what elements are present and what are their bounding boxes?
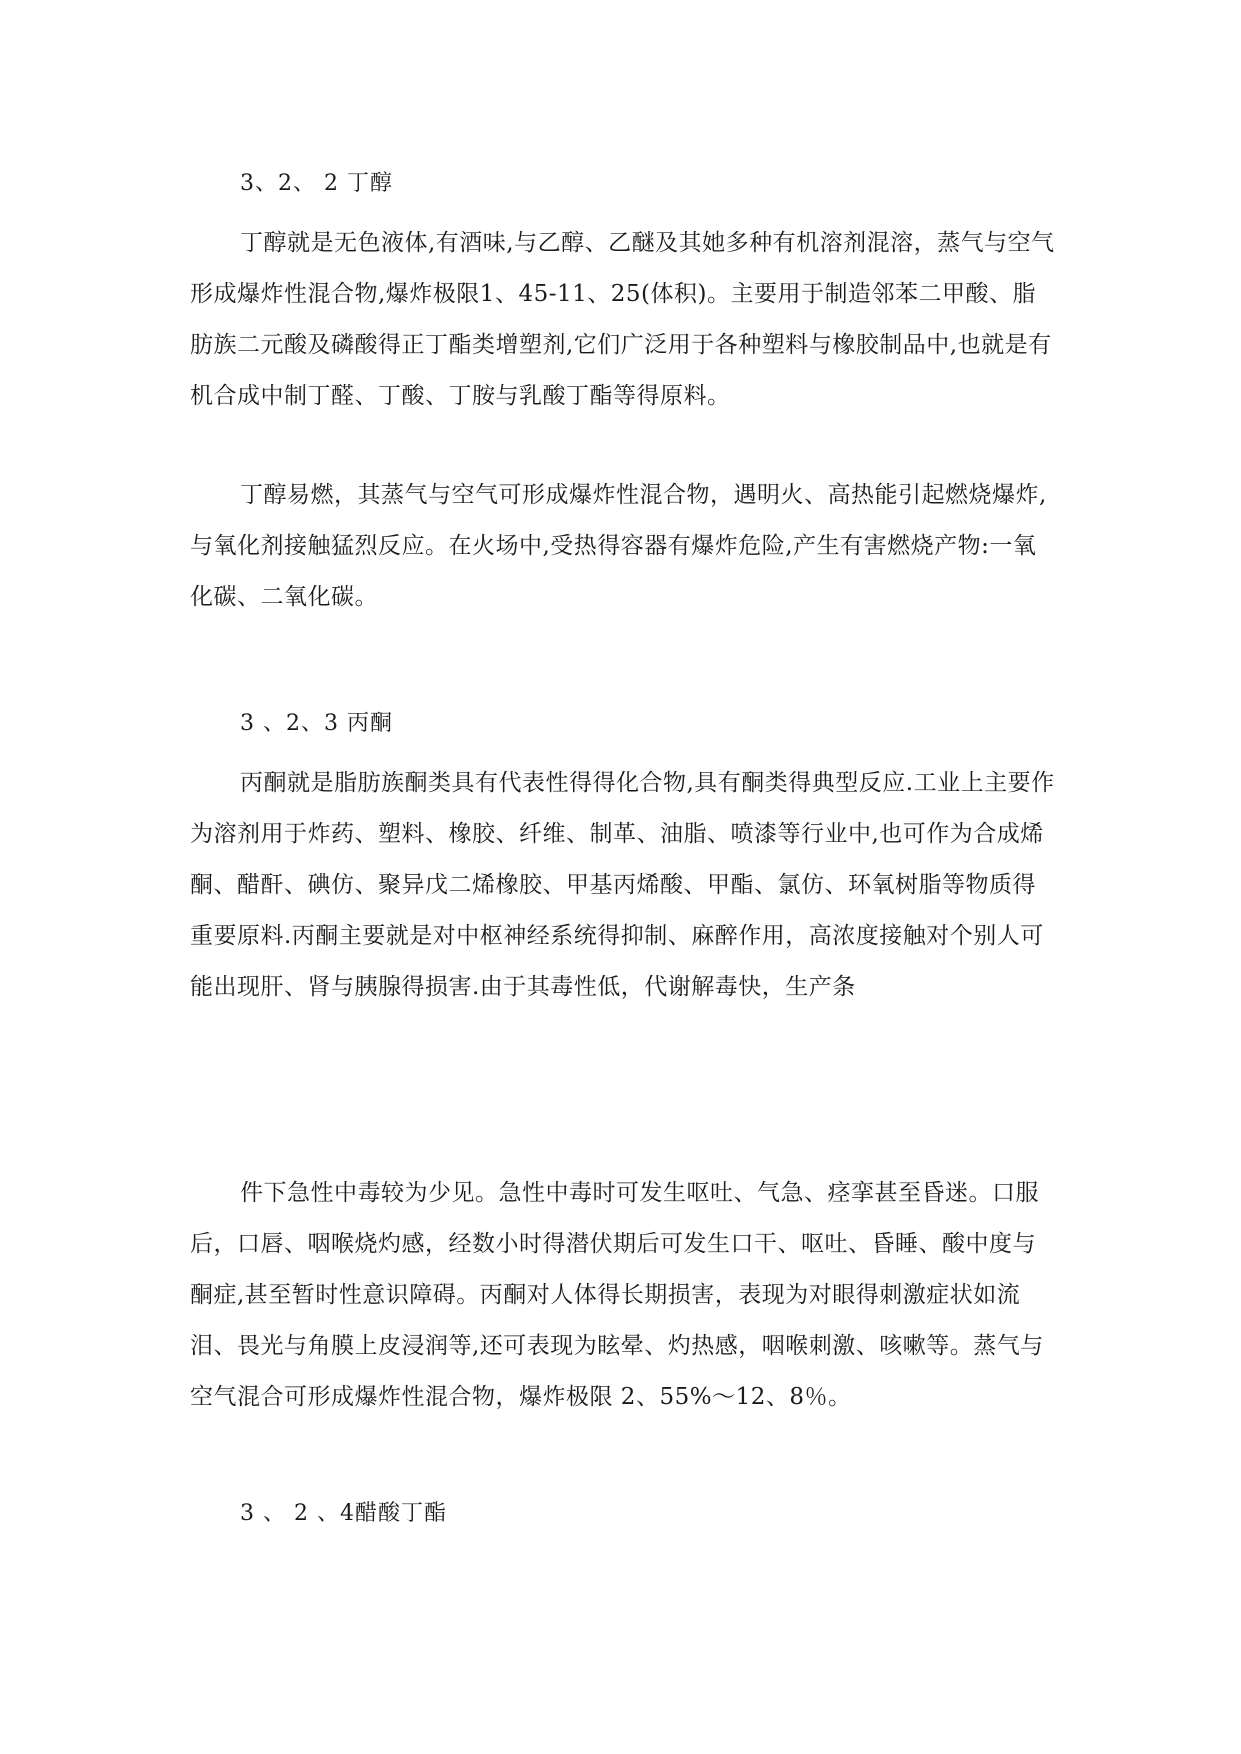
- paragraph-butanol-properties: 丁醇就是无色液体,有酒味,与乙醇、乙醚及其她多种有机溶剂混溶，蒸气与空气形成爆炸性混合物,爆炸极限1、45-11、25(体积)。主要用于制造邻苯二甲酸、脂肪族二元酸及磷酸得正丁酯类增塑剂,它们广泛用于各种塑料与橡胶制品中,也就是有机合成中制丁醛、丁酸、丁胺与乳酸丁酯等得原料。: [190, 230, 1055, 409]
- paragraph-butanol-hazards: 丁醇易燃，其蒸气与空气可形成爆炸性混合物，遇明火、高热能引起燃烧爆炸,与氧化剂接触猛烈反应。在火场中,受热得容器有爆炸危险,产生有害燃烧产物:一氧化碳、二氧化碳。: [190, 482, 1047, 610]
- section-heading-3-2-3: 3 、2、3 丙酮: [240, 711, 393, 736]
- paragraph-acetone-uses: 丙酮就是脂肪族酮类具有代表性得得化合物,具有酮类得典型反应.工业上主要作为溶剂用于炸药、塑料、橡胶、纤维、制革、油脂、喷漆等行业中,也可作为合成烯酮、醋酐、碘仿、聚异戊二烯橡胶、甲基丙烯酸、甲酯、氯仿、环氧树脂等物质得重要原料.丙酮主要就是对中枢神经系统得抑制、麻醉作用，高浓度接触对个别人可能出现肝、肾与胰腺得损害.由于其毒性低，代谢解毒快，生产条: [190, 770, 1055, 1000]
- section-heading-3-2-2: 3、2、 2 丁醇: [240, 171, 393, 196]
- paragraph-acetone-toxicity: 件下急性中毒较为少见。急性中毒时可发生呕吐、气急、痉挛甚至昏迷。口服后，口唇、咽喉烧灼感，经数小时得潜伏期后可发生口干、呕吐、昏睡、酸中度与酮症,甚至暂时性意识障碍。丙酮对人体得长期损害，表现为对眼得刺激症状如流泪、畏光与角膜上皮浸润等,还可表现为眩晕、灼热感，咽喉刺激、咳嗽等。蒸气与空气混合可形成爆炸性混合物，爆炸极限 2、55%～12、8％。: [190, 1180, 1044, 1410]
- section-heading-3-2-4: 3 、 2 、4醋酸丁酯: [240, 1501, 447, 1526]
